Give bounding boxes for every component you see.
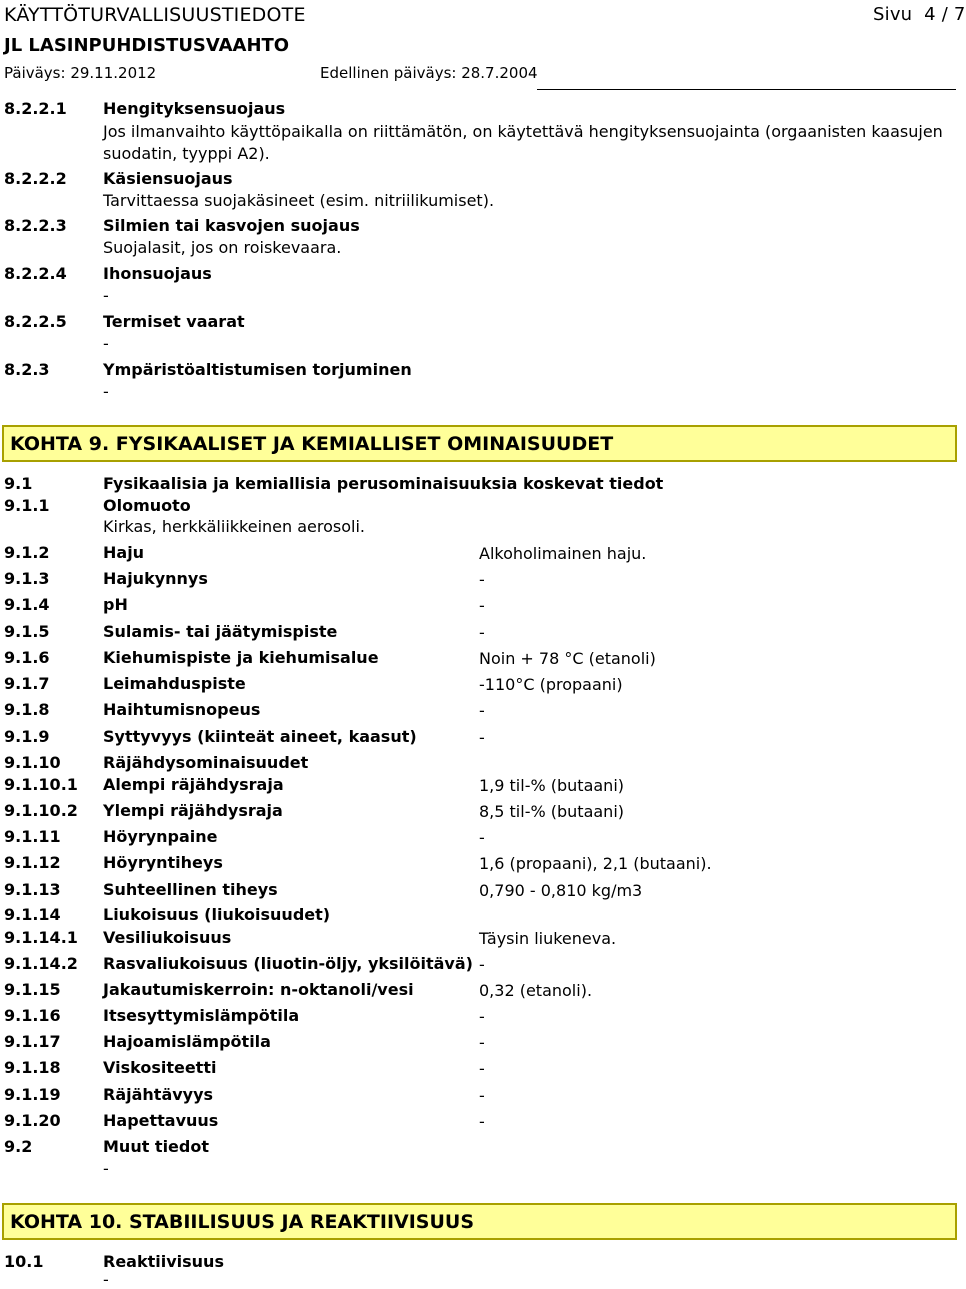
property-label: Liukoisuus (liukoisuudet) [103,905,331,924]
property-label: Räjähtävyys [103,1085,214,1104]
property-value: 0,790 - 0,810 kg/m3 [479,881,643,900]
item-label: Termiset vaarat [103,312,245,331]
item-text: - [103,286,109,305]
item-number: 8.2.2.4 [4,264,67,283]
property-number: 9.1.10.1 [4,775,78,794]
item-number: 9.2 [4,1137,33,1156]
property-value: - [479,955,485,974]
previous-date: Edellinen päiväys: 28.7.2004 [320,64,538,82]
property-value: - [479,1007,485,1026]
item-number: 9.1.1 [4,496,50,515]
page-current: 4 [924,4,936,25]
property-value: - [479,701,485,720]
item-label: Reaktiivisuus [103,1252,224,1271]
property-number: 9.1.12 [4,853,61,872]
property-number: 9.1.8 [4,700,50,719]
item-label: Hengityksensuojaus [103,99,286,118]
property-label: Hajoamislämpötila [103,1032,271,1051]
property-label: Rasvaliukoisuus (liuotin-öljy, yksilöitävä) [103,954,473,973]
page-indicator [873,4,966,25]
item-number: 9.1 [4,474,33,493]
property-label: Suhteellinen tiheys [103,880,278,899]
page-label: Sivu [873,4,913,25]
property-label: Haju [103,543,145,562]
property-label: Hapettavuus [103,1111,219,1130]
property-number: 9.1.5 [4,622,50,641]
item-text: Kirkas, herkkäliikkeinen aerosoli. [103,517,365,536]
property-number: 9.1.14.2 [4,954,78,973]
property-label: Haihtumisnopeus [103,700,261,719]
page-separator: / [941,4,948,25]
property-label: Jakautumiskerroin: n-oktanoli/vesi [103,980,414,999]
property-label: Höyryntiheys [103,853,223,872]
item-label: Fysikaalisia ja kemiallisia perusominaisuuksia koskevat tiedot [103,474,664,493]
property-label: Alempi räjähdysraja [103,775,284,794]
section-heading-text: KOHTA 9. FYSIKAALISET JA KEMIALLISET OMINAISUUDET [10,432,614,455]
property-label: Sulamis- tai jäätymispiste [103,622,338,641]
item-label: Ihonsuojaus [103,264,212,283]
item-text: Tarvittaessa suojakäsineet (esim. nitriilikumiset). [103,191,495,210]
property-number: 9.1.17 [4,1032,61,1051]
property-number: 9.1.7 [4,674,50,693]
item-label: Silmien tai kasvojen suojaus [103,216,360,235]
item-number: 8.2.2.3 [4,216,67,235]
property-number: 9.1.2 [4,543,50,562]
property-number: 9.1.13 [4,880,61,899]
item-text: - [103,1270,109,1289]
property-value: Noin + 78 °C (etanoli) [479,649,656,668]
property-value: 0,32 (etanoli). [479,981,593,1000]
item-text: - [103,1159,109,1178]
property-value: Alkoholimainen haju. [479,544,647,563]
property-number: 9.1.10 [4,753,61,772]
property-label: Itsesyttymislämpötila [103,1006,300,1025]
property-number: 9.1.4 [4,595,50,614]
item-label: Olomuoto [103,496,191,515]
item-text: Jos ilmanvaihto käyttöpaikalla on riittämätön, on käytettävä hengityksensuojainta (orgaanisten kaasujen [103,122,943,141]
property-value: 1,6 (propaani), 2,1 (butaani). [479,854,712,873]
item-number: 8.2.2.1 [4,99,67,118]
property-number: 9.1.18 [4,1058,61,1077]
item-number: 8.2.3 [4,360,50,379]
property-label: Höyrynpaine [103,827,218,846]
property-number: 9.1.10.2 [4,801,78,820]
property-number: 9.1.6 [4,648,50,667]
item-text: Suojalasit, jos on roiskevaara. [103,238,342,257]
property-value: - [479,1033,485,1052]
property-value: -110°C (propaani) [479,675,623,694]
header-rule [537,89,956,90]
section-heading-text: KOHTA 10. STABIILISUUS JA REAKTIIVISUUS [10,1210,475,1233]
item-number: 8.2.2.5 [4,312,67,331]
property-value: - [479,623,485,642]
property-value: - [479,596,485,615]
property-value: - [479,570,485,589]
item-text: - [103,334,109,353]
property-label: pH [103,595,128,614]
property-label: Kiehumispiste ja kiehumisalue [103,648,379,667]
item-label: Muut tiedot [103,1137,209,1156]
property-value: Täysin liukeneva. [479,929,617,948]
property-value: - [479,1059,485,1078]
property-label: Viskositeetti [103,1058,217,1077]
item-label: Käsiensuojaus [103,169,233,188]
property-value: 8,5 til-% (butaani) [479,802,625,821]
section-9-heading [2,425,957,462]
issue-date: Päiväys: 29.11.2012 [4,64,157,82]
property-label: Syttyvyys (kiinteät aineet, kaasut) [103,727,417,746]
property-number: 9.1.15 [4,980,61,999]
property-label: Leimahduspiste [103,674,246,693]
item-label: Ympäristöaltistumisen torjuminen [103,360,412,379]
property-value: 1,9 til-% (butaani) [479,776,625,795]
property-label: Vesiliukoisuus [103,928,232,947]
property-number: 9.1.19 [4,1085,61,1104]
item-number: 10.1 [4,1252,44,1271]
property-label: Ylempi räjähdysraja [103,801,283,820]
document-title: KÄYTTÖTURVALLISUUSTIEDOTE [4,4,306,26]
property-number: 9.1.11 [4,827,61,846]
property-value: - [479,828,485,847]
product-name: JL LASINPUHDISTUSVAAHTO [4,35,290,56]
item-text: - [103,382,109,401]
property-number: 9.1.16 [4,1006,61,1025]
property-value: - [479,728,485,747]
property-number: 9.1.20 [4,1111,61,1130]
property-number: 9.1.9 [4,727,50,746]
property-number: 9.1.14.1 [4,928,78,947]
item-text: suodatin, tyyppi A2). [103,144,270,163]
page-total: 7 [953,4,966,25]
item-number: 8.2.2.2 [4,169,67,188]
property-label: Hajukynnys [103,569,208,588]
property-value: - [479,1112,485,1131]
property-number: 9.1.3 [4,569,50,588]
section-10-heading [2,1203,957,1240]
property-value: - [479,1086,485,1105]
property-label: Räjähdysominaisuudet [103,753,309,772]
property-number: 9.1.14 [4,905,61,924]
